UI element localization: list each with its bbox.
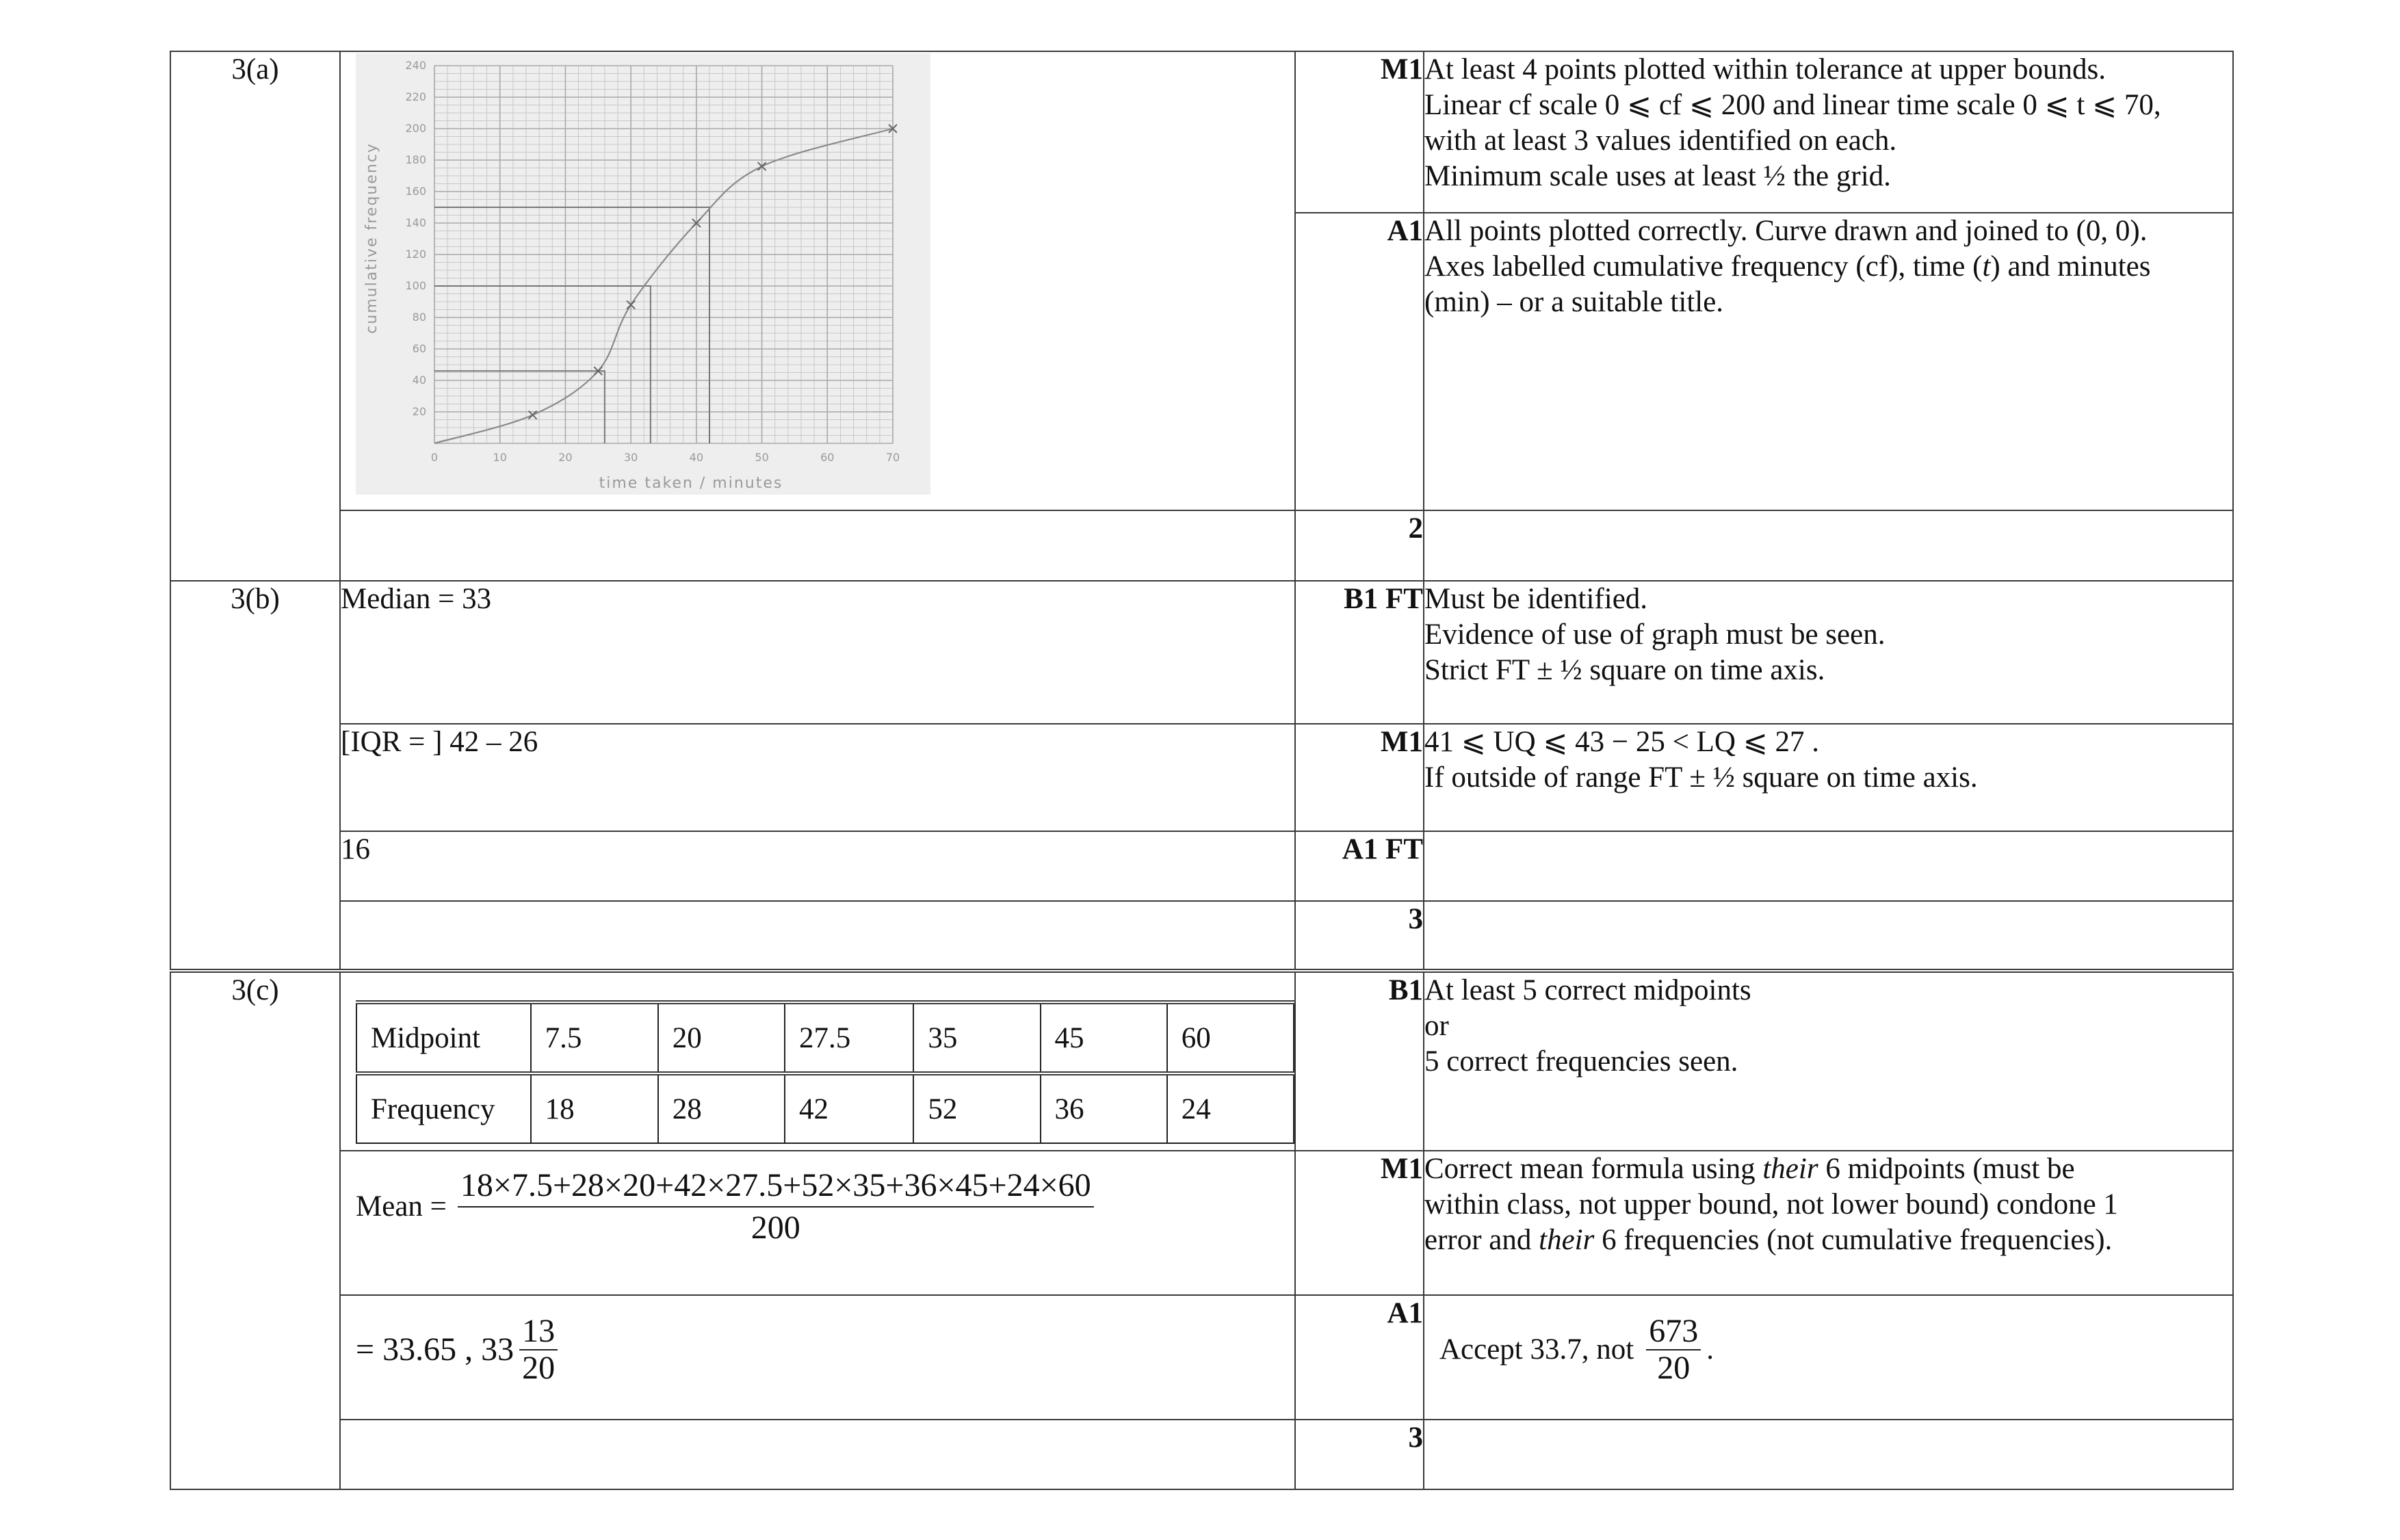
answer-b-value: 16 [340,831,1295,901]
guidance-line: Evidence of use of graph must be seen. [1424,618,1886,651]
mean-label: Mean = [356,1190,447,1223]
answer-c-table-cell [340,971,1295,1151]
mean-numerator: 18×7.5+28×20+42×27.5+52×35+36×45+24×60 [458,1168,1094,1208]
table-cell: 27.5 [785,1002,913,1073]
question-label-3a: 3(a) [170,51,340,581]
table-cell: 60 [1167,1002,1294,1073]
not-accept-fraction [1646,1314,1701,1386]
x-tick-label: 60 [820,451,835,464]
guidance-b-m1 [1424,724,2233,831]
guidance-line: 41 ⩽ UQ ⩽ 43 − 25 < LQ ⩽ 27 . [1424,726,1820,759]
table-cell: 28 [658,1073,785,1143]
total-b: 3 [1295,901,1424,971]
y-tick-label: 200 [405,122,426,135]
guidance-line: Must be identified. [1424,582,1648,615]
midpoint-frequency-table [356,1000,1294,1144]
y-tick-label: 140 [405,216,426,229]
y-tick-label: 120 [405,248,426,261]
table-cell: 45 [1041,1002,1167,1073]
guidance-line: Correct mean formula using their 6 midpoints (must be [1424,1153,2075,1186]
accept-text: Accept 33.7, not [1439,1333,1634,1366]
guidance-line: At least 4 points plotted within tolerance at upper bounds. [1424,53,2106,86]
answer-c-value [340,1295,1295,1420]
guidance-line: error and their 6 frequencies (not cumulative frequencies). [1424,1224,2113,1257]
answer-graph-cell [340,51,1295,510]
table-cell: 18 [531,1073,658,1143]
mark-b-b1: B1 FT [1295,581,1424,725]
empty-cell [1424,831,2233,901]
empty-cell [1424,510,2233,580]
mark-b-m1: M1 [1295,724,1424,831]
mark-a-a1: A1 [1295,213,1424,510]
x-tick-label: 0 [430,451,439,464]
empty-cell [1424,901,2233,971]
mean-denominator: 200 [751,1210,800,1247]
table-cell: 35 [913,1002,1040,1073]
x-tick-label: 30 [623,451,638,464]
table-cell: 52 [913,1073,1040,1143]
mark-c-m1: M1 [1295,1151,1424,1295]
table-cell: 42 [785,1073,913,1143]
y-tick-label: 80 [412,311,426,324]
empty-cell [340,901,1295,971]
y-tick-label: 60 [412,342,426,355]
mark-c-b1: B1 [1295,971,1424,1151]
answer-b-median: Median = 33 [340,581,1295,725]
guidance-line: At least 5 correct midpoints [1424,974,1751,1007]
total-a: 2 [1295,510,1424,580]
y-tick-label: 100 [405,279,426,292]
fraction-numerator: 673 [1646,1314,1701,1350]
guidance-line: (min) – or a suitable title. [1424,285,1724,318]
guidance-a-m1 [1424,51,2233,213]
y-tick-label: 240 [405,59,426,72]
table-row-header: Midpoint [356,1002,531,1073]
answer-c-mean [340,1151,1295,1295]
x-tick-label: 50 [755,451,769,464]
fraction-denominator: 20 [1657,1349,1691,1386]
cumulative-frequency-graph [356,53,930,495]
guidance-c-m1 [1424,1151,2233,1295]
guidance-line: 5 correct frequencies seen. [1424,1045,1738,1078]
table-row-header: Frequency [356,1073,531,1143]
y-tick-label: 220 [405,90,426,103]
guidance-line: Linear cf scale 0 ⩽ cf ⩽ 200 and linear time scale 0 ⩽ t ⩽ 70, [1424,89,2161,121]
table-cell: 24 [1167,1073,1294,1143]
x-tick-label: 40 [689,451,704,464]
guidance-c-a1 [1424,1295,2233,1420]
x-tick-label: 10 [493,451,507,464]
guidance-b-b1 [1424,581,2233,725]
answer-numerator: 13 [519,1314,558,1350]
mark-a-m1: M1 [1295,51,1424,213]
guidance-line: within class, not upper bound, not lower bound) condone 1 [1424,1188,2118,1221]
guidance-line: All points plotted correctly. Curve drawn and joined to (0, 0). [1424,214,2148,247]
answer-fraction [519,1314,558,1386]
x-axis-label: time taken / minutes [599,475,783,492]
answer-b-iqr: [IQR = ] 42 – 26 [340,724,1295,831]
empty-cell [340,510,1295,580]
guidance-line: with at least 3 values identified on each. [1424,125,1897,157]
answer-denominator: 20 [522,1349,556,1386]
fraction-suffix: . [1706,1333,1714,1366]
guidance-line: Minimum scale uses at least ½ the grid. [1424,160,1891,192]
table-cell: 7.5 [531,1002,658,1073]
guidance-line: Strict FT ± ½ square on time axis. [1424,653,1825,686]
guidance-line: Axes labelled cumulative frequency (cf), time (t) and minutes [1424,250,2151,283]
empty-cell [340,1420,1295,1489]
y-tick-label: 40 [412,374,426,387]
x-tick-label: 20 [558,451,573,464]
total-c: 3 [1295,1420,1424,1489]
guidance-c-b1 [1424,971,2233,1151]
empty-cell [1424,1420,2233,1489]
table-cell: 36 [1041,1073,1167,1143]
guidance-line: If outside of range FT ± ½ square on time axis. [1424,761,1978,794]
y-tick-label: 20 [412,405,426,418]
table-cell: 20 [658,1002,785,1073]
answer-prefix: = 33.65 , 33 [356,1331,514,1368]
mean-fraction [458,1168,1094,1246]
mark-b-a1: A1 FT [1295,831,1424,901]
question-label-3c: 3(c) [170,971,340,1489]
y-tick-label: 180 [405,153,426,166]
x-tick-label: 70 [885,451,900,464]
guidance-a-a1 [1424,213,2233,510]
question-label-3b: 3(b) [170,581,340,971]
y-tick-label: 160 [405,185,426,198]
mark-c-a1: A1 [1295,1295,1424,1420]
mark-scheme-table [170,51,2234,1490]
y-axis-label: cumulative frequency [363,142,380,334]
guidance-line: or [1424,1010,1449,1043]
